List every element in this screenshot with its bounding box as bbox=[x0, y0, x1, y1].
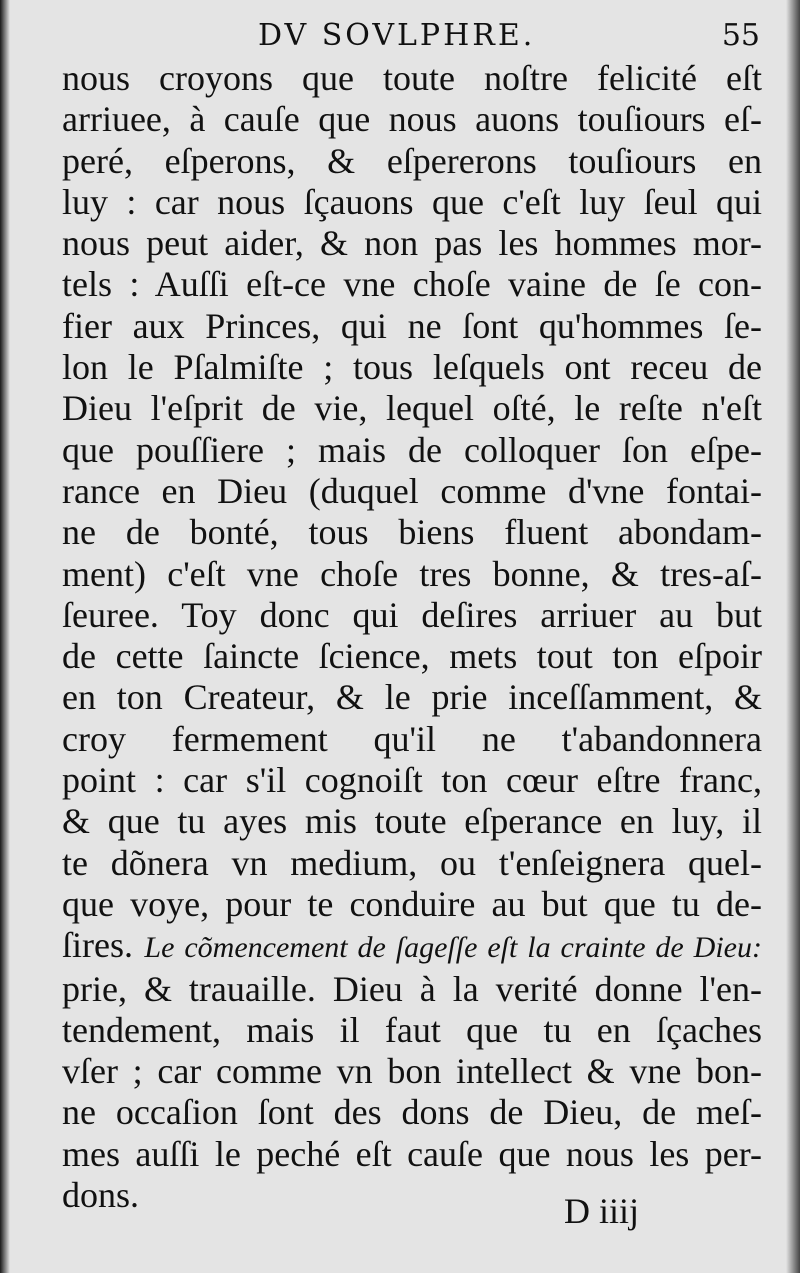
text-line: mes auſſi le peché eſt cauſe que nous les per- bbox=[62, 1133, 762, 1174]
text-line: tendement, mais il faut que tu en ſçaches bbox=[62, 1009, 762, 1050]
text-line: tels : Auſſi eſt-ce vne choſe vaine de ſe con- bbox=[62, 264, 762, 305]
text-line: luy : car nous ſçauons que c'eſt luy ſeul qui bbox=[62, 181, 762, 222]
text-line: point : car s'il cognoiſt ton cœur eſtre franc, bbox=[62, 760, 762, 801]
text-line: Dieu l'eſprit de vie, lequel oſté, le reſte n'eſt bbox=[62, 388, 762, 429]
page-gutter-shadow bbox=[0, 0, 10, 1273]
text-line: ment) c'eſt vne choſe tres bonne, & tres-aſ- bbox=[62, 553, 762, 594]
text-line: de cette ſaincte ſcience, mets tout ton eſpoir bbox=[62, 636, 762, 677]
text-line: ne de bonté, tous biens fluent abondam- bbox=[62, 512, 762, 553]
text-line: rance en Dieu (duquel comme d'vne fontai- bbox=[62, 470, 762, 511]
text-line: croy fermement qu'il ne t'abandonnera bbox=[62, 718, 762, 759]
text-line: dons. bbox=[62, 1175, 140, 1216]
text-line: & que tu ayes mis toute eſperance en luy, il bbox=[62, 801, 762, 842]
text-line: ne occaſion ſont des dons de Dieu, de meſ- bbox=[62, 1092, 762, 1133]
running-head: DV SOVLPHRE. bbox=[258, 18, 536, 53]
italic-maxim: Le cõmencement de ſageſſe eſt la crainte de Dieu: bbox=[144, 931, 762, 965]
page-number: 55 bbox=[721, 18, 760, 53]
text-line: en ton Createur, & le prie inceſſamment, & bbox=[62, 677, 762, 718]
text-line: nous peut aider, & non pas les hommes mor- bbox=[62, 223, 762, 264]
text-line: arriuee, à cauſe que nous auons touſiours eſ- bbox=[62, 99, 762, 140]
page-header bbox=[62, 14, 760, 54]
body-text bbox=[62, 58, 760, 1216]
text-line-with-italic bbox=[62, 925, 762, 968]
text-line: lon le Pſalmiſte ; tous leſquels ont receu de bbox=[62, 347, 762, 388]
text-line: peré, eſperons, & eſpererons touſiours en bbox=[62, 140, 762, 181]
text-line: que pouſſiere ; mais de colloquer ſon eſpe- bbox=[62, 429, 762, 470]
page-edge-shadow bbox=[786, 0, 800, 1273]
text-line: fier aux Princes, qui ne ſont qu'hommes ſe- bbox=[62, 305, 762, 346]
text-fragment: ſires. bbox=[62, 925, 133, 966]
text-line: nous croyons que toute noſtre felicité eſt bbox=[62, 58, 762, 98]
text-line: ſeuree. Toy donc qui deſires arriuer au but bbox=[62, 594, 762, 635]
signature-mark: D iiij bbox=[564, 1191, 640, 1231]
text-line: vſer ; car comme vn bon intellect & vne bon- bbox=[62, 1051, 762, 1092]
text-line: te dõnera vn medium, ou t'enſeignera quel- bbox=[62, 842, 762, 883]
text-line: prie, & trauaille. Dieu à la verité donne l'en- bbox=[62, 968, 762, 1009]
text-line: que voye, pour te conduire au but que tu de- bbox=[62, 883, 762, 924]
